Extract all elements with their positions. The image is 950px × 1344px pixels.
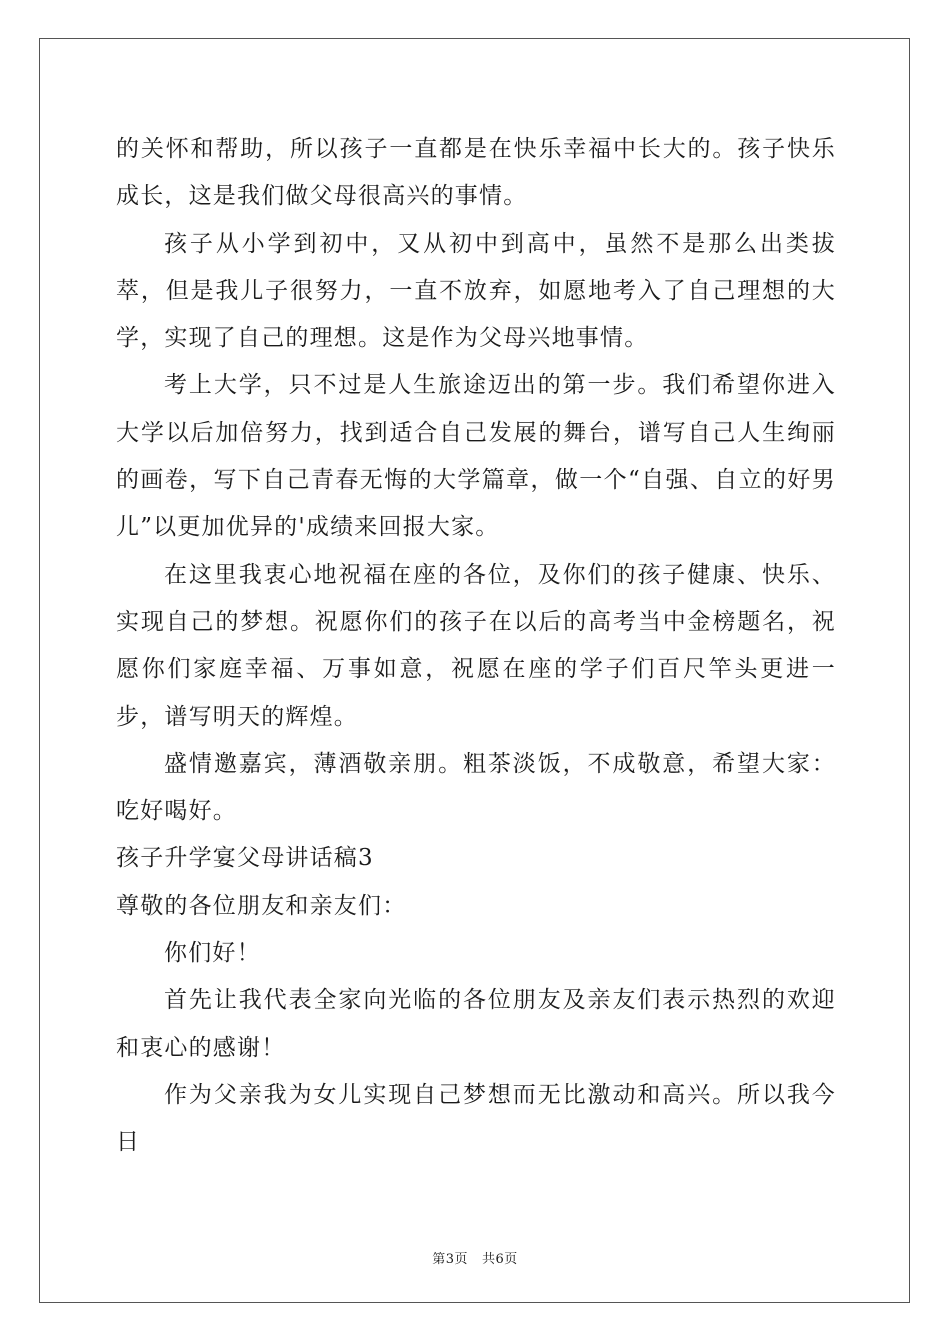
section-heading: 孩子升学宴父母讲话稿3 xyxy=(116,845,374,872)
total-page-count: 共6页 xyxy=(482,1252,518,1267)
paragraph: 考上大学，只不过是人生旅途迈出的第一步。我们希望你进入大学以后加倍努力，找到适合自己发展的舞台，谱写自己人生绚丽的画卷，写下自己青春无悔的大学篇章，做一个“自强、自立的好男儿”以更加优异的'成绩来回报大家。 xyxy=(116,372,836,541)
paragraph: 孩子从小学到初中，又从初中到高中，虽然不是那么出类拔萃，但是我儿子很努力，一直不放弃，如愿地考入了自己理想的大学，实现了自己的理想。这是作为父母兴地事情。 xyxy=(116,230,836,352)
paragraph: 作为父亲我为女儿实现自己梦想而无比激动和高兴。所以我今日 xyxy=(116,1081,836,1156)
page-footer xyxy=(0,1248,950,1267)
paragraph: 首先让我代表全家向光临的各位朋友及亲友们表示热烈的欢迎和衷心的感谢！ xyxy=(116,987,836,1061)
salutation: 尊敬的各位朋友和亲友们： xyxy=(116,892,407,919)
document-body xyxy=(116,126,836,1167)
greeting: 你们好！ xyxy=(164,940,261,967)
paragraph: 盛情邀嘉宾，薄酒敬亲朋。粗茶淡饭，不成敬意，希望大家：吃好喝好。 xyxy=(116,750,836,825)
paragraph: 的关怀和帮助，所以孩子一直都是在快乐幸福中长大的。孩子快乐成长，这是我们做父母很高兴的事情。 xyxy=(116,136,836,210)
paragraph: 在这里我衷心地祝福在座的各位，及你们的孩子健康、快乐、实现自己的梦想。祝愿你们的孩子在以后的高考当中金榜题名，祝愿你们家庭幸福、万事如意，祝愿在座的学子们百尺竿头更进一步，谱写明天的辉煌。 xyxy=(116,561,836,730)
current-page-number: 第3页 xyxy=(432,1252,468,1267)
